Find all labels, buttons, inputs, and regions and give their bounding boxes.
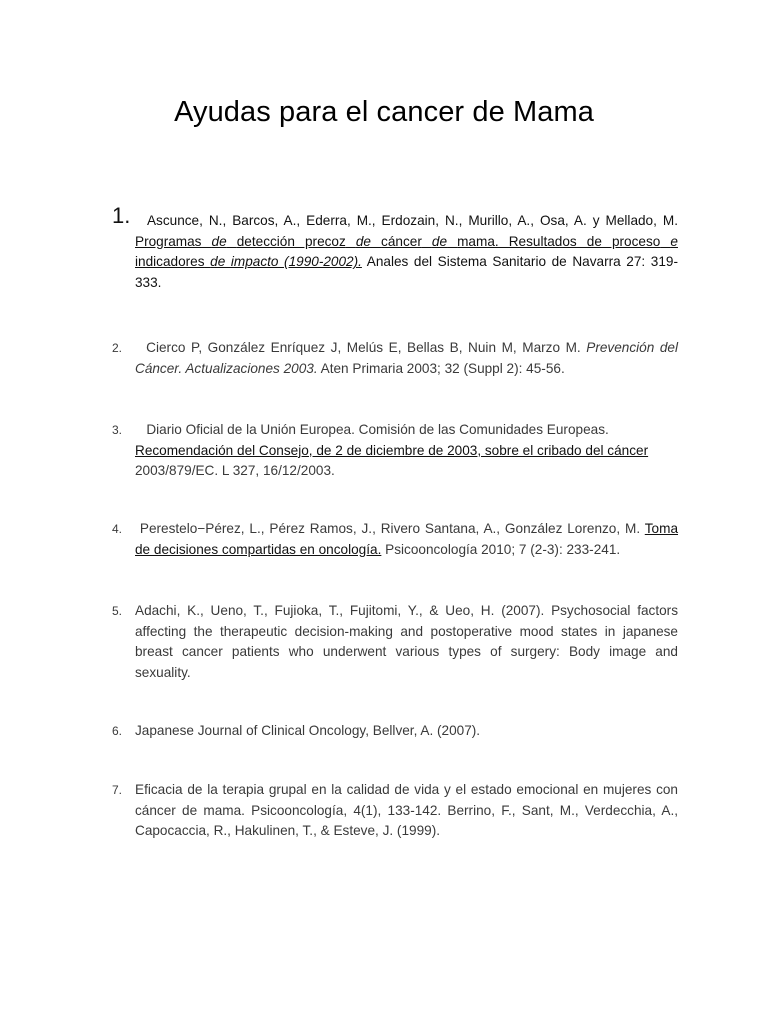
reference-source: 2003/879/EC. L 327, 16/12/2003. bbox=[135, 463, 335, 479]
reference-source: Aten Primaria 2003; 32 (Suppl 2): 45-56. bbox=[320, 360, 565, 376]
reference-number: 3. bbox=[112, 423, 123, 437]
reference-item bbox=[112, 338, 678, 379]
reference-item bbox=[112, 519, 678, 560]
reference-title: Toma de decisiones compartidas en oncología. bbox=[135, 521, 679, 557]
reference-number: 5. bbox=[112, 604, 123, 618]
reference-text: Eficacia de la terapia grupal en la calidad de vida y el estado emocional en mujeres con cáncer de mama. Psicooncología, 4(1), 133-142. Berrino, F., Sant, M., Verdecchia, A., Capocaccia, R., Hakulinen, T., & Esteve, J. (1999). bbox=[135, 782, 678, 839]
reference-text bbox=[135, 420, 678, 482]
reference-source: Psicooncología 2010; 7 (2-3): 233-241. bbox=[385, 541, 621, 557]
reference-number: 1. bbox=[112, 203, 131, 228]
reference-number: 2. bbox=[112, 341, 123, 355]
reference-item bbox=[112, 601, 678, 684]
reference-authors: Diario Oficial de la Unión Europea. Comisión de las Comunidades Europeas. bbox=[146, 422, 609, 437]
reference-text bbox=[135, 211, 678, 294]
reference-text: Japanese Journal of Clinical Oncology, Bellver, A. (2007). bbox=[135, 723, 481, 738]
reference-title: Prevención del Cáncer. Actualizaciones 2003. bbox=[135, 340, 678, 376]
reference-authors: Perestelo−Pérez, L., Pérez Ramos, J., Rivero Santana, A., González Lorenzo, M. bbox=[139, 521, 641, 536]
reference-text bbox=[135, 338, 678, 379]
page-title: Ayudas para el cancer de Mama bbox=[174, 96, 594, 128]
reference-text: Adachi, K., Ueno, T., Fujioka, T., Fujitomi, Y., & Ueo, H. (2007). Psychosocial factors affecting the therapeutic decision-making and postoperative mood states in japanese breast cancer patients who underwent various types of surgery: Body image and sexuality. bbox=[135, 603, 678, 681]
reference-number: 7. bbox=[112, 783, 123, 797]
reference-title: Recomendación del Consejo, de 2 de diciembre de 2003, sobre el cribado del cáncer bbox=[135, 442, 649, 458]
reference-item bbox=[112, 203, 678, 294]
reference-source: Anales del Sistema Sanitario de Navarra 27: 319-333. bbox=[135, 254, 678, 291]
reference-item bbox=[112, 420, 678, 482]
reference-number: 4. bbox=[112, 522, 123, 536]
reference-authors: Cierco P, González Enríquez J, Melús E, Bellas B, Nuin M, Marzo M. bbox=[146, 340, 581, 355]
reference-item bbox=[112, 780, 678, 842]
reference-authors: Ascunce, N., Barcos, A., Ederra, M., Erdozain, N., Murillo, A., Osa, A. y Mellado, M. bbox=[146, 213, 678, 228]
reference-number: 6. bbox=[112, 724, 123, 738]
reference-text bbox=[135, 519, 678, 560]
reference-item bbox=[112, 721, 678, 742]
reference-title: Programas de detección precoz de cáncer de mama. Resultados de proceso e indicadores de impacto (1990-2002). bbox=[135, 233, 678, 270]
